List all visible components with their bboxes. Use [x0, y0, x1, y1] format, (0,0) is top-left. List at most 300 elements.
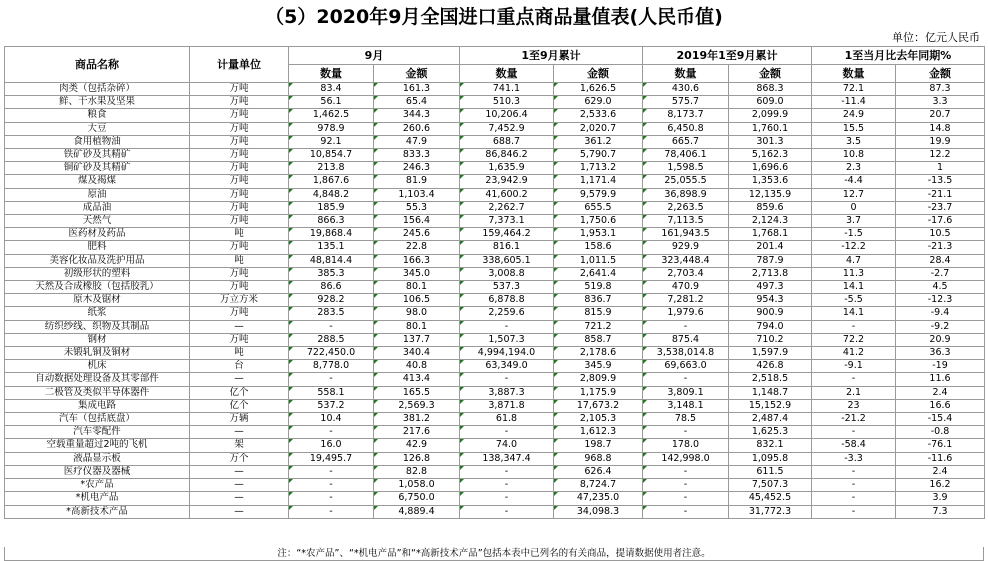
- cell-unit: 万吨: [190, 241, 289, 254]
- cell-prev-qty: 3,809.1: [643, 386, 729, 399]
- cell-yoy-qty: 72.2: [812, 333, 896, 346]
- table-row: [5, 96, 985, 109]
- cell-prev-qty: 2,263.5: [643, 201, 729, 214]
- cell-yoy-qty: 14.1: [812, 281, 896, 294]
- cell-prev-qty: 1,979.6: [643, 307, 729, 320]
- cell-yoy-qty: 12.7: [812, 188, 896, 201]
- cell-yoy-qty: 24.9: [812, 109, 896, 122]
- cell-yoy-amt: -15.4: [896, 413, 985, 426]
- cell-yoy-amt: 10.5: [896, 228, 985, 241]
- cell-ytd-qty: -: [460, 479, 554, 492]
- cell-ytd-amt: 1,011.5: [554, 254, 643, 267]
- cell-sep-qty: -: [289, 492, 374, 505]
- cell-prev-amt: 1,148.7: [729, 386, 812, 399]
- cell-yoy-qty: 2.3: [812, 162, 896, 175]
- cell-sep-qty: 10.4: [289, 413, 374, 426]
- cell-product-name: 初级形状的塑料: [5, 267, 190, 280]
- cell-yoy-amt: 28.4: [896, 254, 985, 267]
- cell-product-name: 铜矿砂及其精矿: [5, 162, 190, 175]
- cell-sep-amt: 82.8: [374, 465, 460, 478]
- cell-ytd-amt: 158.6: [554, 241, 643, 254]
- cell-unit: 万吨: [190, 175, 289, 188]
- cell-yoy-qty: -58.4: [812, 439, 896, 452]
- cell-sep-qty: 185.9: [289, 201, 374, 214]
- cell-prev-qty: 142,998.0: [643, 452, 729, 465]
- table-row: [5, 215, 985, 228]
- cell-yoy-qty: -3.3: [812, 452, 896, 465]
- header-september: 9月: [289, 47, 460, 65]
- cell-ytd-qty: 86,846.2: [460, 149, 554, 162]
- cell-sep-qty: -: [289, 373, 374, 386]
- cell-prev-amt: 1,625.3: [729, 426, 812, 439]
- cell-yoy-qty: 0: [812, 201, 896, 214]
- header-amt: 金额: [554, 65, 643, 83]
- cell-prev-amt: 2,487.4: [729, 413, 812, 426]
- cell-yoy-qty: -5.5: [812, 294, 896, 307]
- cell-prev-amt: 794.0: [729, 320, 812, 333]
- cell-sep-amt: 126.8: [374, 452, 460, 465]
- cell-ytd-amt: 519.8: [554, 281, 643, 294]
- cell-prev-qty: -: [643, 320, 729, 333]
- cell-yoy-qty: 10.8: [812, 149, 896, 162]
- cell-ytd-qty: 159,464.2: [460, 228, 554, 241]
- cell-sep-qty: -: [289, 465, 374, 478]
- cell-yoy-qty: -: [812, 373, 896, 386]
- cell-yoy-amt: 3.3: [896, 96, 985, 109]
- cell-yoy-amt: 2.4: [896, 386, 985, 399]
- cell-sep-amt: 166.3: [374, 254, 460, 267]
- cell-unit: —: [190, 373, 289, 386]
- cell-prev-qty: -: [643, 373, 729, 386]
- cell-sep-amt: 345.0: [374, 267, 460, 280]
- table-row: [5, 426, 985, 439]
- cell-product-name: 液晶显示板: [5, 452, 190, 465]
- cell-ytd-qty: 338,605.1: [460, 254, 554, 267]
- cell-yoy-amt: -13.5: [896, 175, 985, 188]
- cell-sep-amt: 47.9: [374, 135, 460, 148]
- cell-yoy-amt: -76.1: [896, 439, 985, 452]
- cell-ytd-qty: 6,878.8: [460, 294, 554, 307]
- cell-yoy-amt: -12.3: [896, 294, 985, 307]
- cell-sep-amt: 6,750.0: [374, 492, 460, 505]
- cell-ytd-amt: 1,175.9: [554, 386, 643, 399]
- cell-yoy-amt: 19.9: [896, 135, 985, 148]
- cell-sep-qty: -: [289, 479, 374, 492]
- cell-product-name: 纸浆: [5, 307, 190, 320]
- cell-ytd-amt: 5,790.7: [554, 149, 643, 162]
- unit-label: 单位：亿元人民币: [892, 31, 980, 44]
- cell-product-name: 铁矿砂及其精矿: [5, 149, 190, 162]
- cell-sep-amt: 42.9: [374, 439, 460, 452]
- cell-unit: 万吨: [190, 215, 289, 228]
- cell-unit: 吨: [190, 254, 289, 267]
- cell-prev-amt: 201.4: [729, 241, 812, 254]
- table-row: [5, 281, 985, 294]
- cell-product-name: *高新技术产品: [5, 505, 190, 518]
- table-row: [5, 492, 985, 505]
- cell-ytd-amt: 2,105.3: [554, 413, 643, 426]
- cell-ytd-amt: 2,178.6: [554, 347, 643, 360]
- table-row: [5, 399, 985, 412]
- cell-sep-qty: 978.9: [289, 122, 374, 135]
- table-row: [5, 201, 985, 214]
- cell-product-name: 医疗仪器及器械: [5, 465, 190, 478]
- cell-ytd-amt: 968.8: [554, 452, 643, 465]
- cell-unit: —: [190, 479, 289, 492]
- cell-sep-qty: -: [289, 505, 374, 518]
- cell-sep-amt: 2,569.3: [374, 399, 460, 412]
- cell-prev-amt: 2,124.3: [729, 215, 812, 228]
- cell-prev-qty: 875.4: [643, 333, 729, 346]
- cell-ytd-qty: -: [460, 320, 554, 333]
- table-row: [5, 307, 985, 320]
- cell-yoy-qty: 3.7: [812, 215, 896, 228]
- data-table: [4, 46, 985, 519]
- cell-yoy-qty: 41.2: [812, 347, 896, 360]
- cell-sep-qty: 558.1: [289, 386, 374, 399]
- cell-prev-qty: 2,703.4: [643, 267, 729, 280]
- cell-ytd-qty: 1,635.9: [460, 162, 554, 175]
- cell-sep-amt: 40.8: [374, 360, 460, 373]
- cell-prev-qty: -: [643, 505, 729, 518]
- cell-yoy-amt: -9.4: [896, 307, 985, 320]
- cell-yoy-amt: 14.8: [896, 122, 985, 135]
- cell-sep-amt: 340.4: [374, 347, 460, 360]
- cell-ytd-qty: 23,942.9: [460, 175, 554, 188]
- cell-yoy-qty: -: [812, 320, 896, 333]
- cell-sep-qty: 385.3: [289, 267, 374, 280]
- cell-sep-amt: 80.1: [374, 320, 460, 333]
- cell-ytd-amt: 1,626.5: [554, 83, 643, 96]
- cell-yoy-qty: -: [812, 426, 896, 439]
- cell-sep-qty: 1,867.6: [289, 175, 374, 188]
- cell-ytd-amt: 17,673.2: [554, 399, 643, 412]
- cell-yoy-qty: -4.4: [812, 175, 896, 188]
- cell-prev-qty: 161,943.5: [643, 228, 729, 241]
- cell-prev-qty: 69,663.0: [643, 360, 729, 373]
- cell-prev-qty: 8,173.7: [643, 109, 729, 122]
- header-name: 商品名称: [5, 47, 190, 83]
- cell-sep-amt: 22.8: [374, 241, 460, 254]
- cell-yoy-amt: 11.6: [896, 373, 985, 386]
- cell-yoy-qty: -: [812, 492, 896, 505]
- header-amt: 金额: [896, 65, 985, 83]
- header-amt: 金额: [729, 65, 812, 83]
- cell-ytd-amt: 858.7: [554, 333, 643, 346]
- cell-unit: 万吨: [190, 162, 289, 175]
- cell-yoy-amt: -21.3: [896, 241, 985, 254]
- cell-yoy-amt: -17.6: [896, 215, 985, 228]
- cell-yoy-amt: 87.3: [896, 83, 985, 96]
- table-row: [5, 135, 985, 148]
- cell-sep-qty: 4,848.2: [289, 188, 374, 201]
- cell-unit: 万吨: [190, 83, 289, 96]
- header-ytd: 1至9月累计: [460, 47, 643, 65]
- cell-yoy-amt: -0.8: [896, 426, 985, 439]
- cell-unit: 万吨: [190, 333, 289, 346]
- cell-product-name: 天然气: [5, 215, 190, 228]
- cell-sep-qty: -: [289, 320, 374, 333]
- cell-ytd-qty: 61.8: [460, 413, 554, 426]
- cell-ytd-qty: 2,262.7: [460, 201, 554, 214]
- cell-ytd-qty: 3,871.8: [460, 399, 554, 412]
- cell-prev-amt: 497.3: [729, 281, 812, 294]
- cell-prev-amt: 45,452.5: [729, 492, 812, 505]
- cell-unit: 万辆: [190, 413, 289, 426]
- cell-prev-qty: 36,898.9: [643, 188, 729, 201]
- cell-sep-amt: 137.7: [374, 333, 460, 346]
- cell-ytd-qty: -: [460, 426, 554, 439]
- cell-sep-qty: 10,854.7: [289, 149, 374, 162]
- cell-ytd-qty: 688.7: [460, 135, 554, 148]
- cell-yoy-qty: 11.3: [812, 267, 896, 280]
- cell-ytd-qty: 537.3: [460, 281, 554, 294]
- cell-unit: 吨: [190, 347, 289, 360]
- header-qty: 数量: [643, 65, 729, 83]
- cell-prev-amt: 710.2: [729, 333, 812, 346]
- cell-ytd-amt: 2,020.7: [554, 122, 643, 135]
- table-row: [5, 360, 985, 373]
- cell-sep-qty: 1,462.5: [289, 109, 374, 122]
- cell-ytd-amt: 721.2: [554, 320, 643, 333]
- cell-ytd-amt: 8,724.7: [554, 479, 643, 492]
- cell-yoy-qty: -9.1: [812, 360, 896, 373]
- cell-product-name: 肥料: [5, 241, 190, 254]
- cell-product-name: 肉类（包括杂碎）: [5, 83, 190, 96]
- cell-ytd-amt: 34,098.3: [554, 505, 643, 518]
- cell-yoy-amt: 4.5: [896, 281, 985, 294]
- cell-ytd-qty: -: [460, 505, 554, 518]
- cell-product-name: 未锻轧铜及铜材: [5, 347, 190, 360]
- cell-ytd-qty: 63,349.0: [460, 360, 554, 373]
- cell-prev-amt: 2,713.8: [729, 267, 812, 280]
- header-yoy: 1至当月比去年同期%: [812, 47, 985, 65]
- cell-yoy-amt: 7.3: [896, 505, 985, 518]
- cell-yoy-qty: -: [812, 505, 896, 518]
- cell-prev-amt: 1,353.6: [729, 175, 812, 188]
- cell-sep-amt: 81.9: [374, 175, 460, 188]
- cell-product-name: 集成电路: [5, 399, 190, 412]
- cell-product-name: 粮食: [5, 109, 190, 122]
- cell-prev-qty: 78,406.1: [643, 149, 729, 162]
- cell-sep-qty: 19,868.4: [289, 228, 374, 241]
- table-row: [5, 241, 985, 254]
- table-body: [5, 83, 985, 519]
- cell-ytd-qty: 3,008.8: [460, 267, 554, 280]
- cell-prev-amt: 301.3: [729, 135, 812, 148]
- cell-yoy-amt: 16.2: [896, 479, 985, 492]
- cell-sep-qty: 213.8: [289, 162, 374, 175]
- table-row: [5, 439, 985, 452]
- cell-sep-amt: 833.3: [374, 149, 460, 162]
- table-row: [5, 83, 985, 96]
- cell-unit: 万吨: [190, 188, 289, 201]
- cell-prev-amt: 2,099.9: [729, 109, 812, 122]
- cell-ytd-amt: 9,579.9: [554, 188, 643, 201]
- cell-ytd-amt: 1,713.2: [554, 162, 643, 175]
- cell-yoy-qty: 4.7: [812, 254, 896, 267]
- cell-prev-qty: 665.7: [643, 135, 729, 148]
- cell-sep-qty: -: [289, 426, 374, 439]
- cell-sep-qty: 86.6: [289, 281, 374, 294]
- cell-sep-amt: 156.4: [374, 215, 460, 228]
- cell-unit: 万吨: [190, 96, 289, 109]
- cell-sep-qty: 92.1: [289, 135, 374, 148]
- cell-product-name: 空载重量超过2吨的飞机: [5, 439, 190, 452]
- cell-product-name: 大豆: [5, 122, 190, 135]
- cell-prev-amt: 859.6: [729, 201, 812, 214]
- cell-unit: 亿个: [190, 399, 289, 412]
- cell-unit: 亿个: [190, 386, 289, 399]
- table-row: [5, 452, 985, 465]
- cell-yoy-amt: 2.4: [896, 465, 985, 478]
- cell-ytd-amt: 2,533.6: [554, 109, 643, 122]
- cell-ytd-amt: 361.2: [554, 135, 643, 148]
- cell-product-name: 煤及褐煤: [5, 175, 190, 188]
- cell-ytd-amt: 655.5: [554, 201, 643, 214]
- cell-prev-amt: 954.3: [729, 294, 812, 307]
- cell-unit: 架: [190, 439, 289, 452]
- cell-prev-amt: 15,152.9: [729, 399, 812, 412]
- cell-product-name: 汽车零配件: [5, 426, 190, 439]
- cell-sep-amt: 1,103.4: [374, 188, 460, 201]
- cell-sep-amt: 381.2: [374, 413, 460, 426]
- cell-yoy-qty: -1.5: [812, 228, 896, 241]
- cell-unit: 万吨: [190, 267, 289, 280]
- cell-unit: 万吨: [190, 281, 289, 294]
- cell-sep-amt: 217.6: [374, 426, 460, 439]
- header-qty: 数量: [812, 65, 896, 83]
- cell-unit: —: [190, 505, 289, 518]
- cell-ytd-qty: 74.0: [460, 439, 554, 452]
- cell-ytd-qty: 510.3: [460, 96, 554, 109]
- cell-sep-qty: 866.3: [289, 215, 374, 228]
- cell-sep-amt: 165.5: [374, 386, 460, 399]
- table-row: [5, 188, 985, 201]
- table-row: [5, 320, 985, 333]
- cell-yoy-amt: 36.3: [896, 347, 985, 360]
- cell-prev-amt: 31,772.3: [729, 505, 812, 518]
- cell-product-name: 汽车（包括底盘）: [5, 413, 190, 426]
- cell-prev-qty: 430.6: [643, 83, 729, 96]
- cell-ytd-amt: 629.0: [554, 96, 643, 109]
- header-unit: 计量单位: [190, 47, 289, 83]
- header-qty: 数量: [289, 65, 374, 83]
- cell-sep-amt: 260.6: [374, 122, 460, 135]
- cell-prev-qty: 25,055.5: [643, 175, 729, 188]
- cell-sep-amt: 65.4: [374, 96, 460, 109]
- cell-ytd-qty: 3,887.3: [460, 386, 554, 399]
- cell-prev-qty: 470.9: [643, 281, 729, 294]
- cell-ytd-qty: -: [460, 492, 554, 505]
- cell-unit: 万吨: [190, 135, 289, 148]
- cell-yoy-qty: -: [812, 479, 896, 492]
- cell-sep-amt: 1,058.0: [374, 479, 460, 492]
- cell-sep-amt: 106.5: [374, 294, 460, 307]
- cell-prev-amt: 609.0: [729, 96, 812, 109]
- table-row: [5, 175, 985, 188]
- cell-prev-qty: 178.0: [643, 439, 729, 452]
- cell-yoy-amt: 12.2: [896, 149, 985, 162]
- cell-prev-amt: 12,135.9: [729, 188, 812, 201]
- cell-ytd-qty: 41,600.2: [460, 188, 554, 201]
- cell-prev-amt: 7,507.3: [729, 479, 812, 492]
- cell-prev-qty: -: [643, 479, 729, 492]
- table-row: [5, 479, 985, 492]
- table-row: [5, 254, 985, 267]
- cell-yoy-amt: -21.1: [896, 188, 985, 201]
- cell-product-name: 原木及锯材: [5, 294, 190, 307]
- cell-prev-qty: -: [643, 426, 729, 439]
- cell-unit: 万个: [190, 452, 289, 465]
- cell-sep-qty: 83.4: [289, 83, 374, 96]
- cell-ytd-qty: 1,507.3: [460, 333, 554, 346]
- cell-unit: 万吨: [190, 307, 289, 320]
- cell-ytd-qty: 816.1: [460, 241, 554, 254]
- cell-yoy-amt: -19: [896, 360, 985, 373]
- cell-prev-qty: 1,598.5: [643, 162, 729, 175]
- cell-prev-amt: 1,597.9: [729, 347, 812, 360]
- cell-ytd-qty: 4,994,194.0: [460, 347, 554, 360]
- cell-yoy-amt: -9.2: [896, 320, 985, 333]
- cell-yoy-amt: 16.6: [896, 399, 985, 412]
- cell-product-name: *农产品: [5, 479, 190, 492]
- header-amt: 金额: [374, 65, 460, 83]
- cell-prev-qty: 3,148.1: [643, 399, 729, 412]
- cell-yoy-qty: -12.2: [812, 241, 896, 254]
- cell-prev-qty: 7,113.5: [643, 215, 729, 228]
- cell-ytd-amt: 1,171.4: [554, 175, 643, 188]
- cell-yoy-qty: -21.2: [812, 413, 896, 426]
- cell-ytd-amt: 1,750.6: [554, 215, 643, 228]
- cell-unit: 吨: [190, 228, 289, 241]
- cell-ytd-qty: 7,452.9: [460, 122, 554, 135]
- table-row: [5, 413, 985, 426]
- cell-prev-qty: 323,448.4: [643, 254, 729, 267]
- table-row: [5, 122, 985, 135]
- cell-sep-qty: 283.5: [289, 307, 374, 320]
- cell-sep-qty: 48,814.4: [289, 254, 374, 267]
- cell-prev-amt: 832.1: [729, 439, 812, 452]
- table-row: [5, 149, 985, 162]
- cell-ytd-qty: 10,206.4: [460, 109, 554, 122]
- cell-sep-qty: 288.5: [289, 333, 374, 346]
- cell-sep-qty: 8,778.0: [289, 360, 374, 373]
- table-row: [5, 505, 985, 518]
- cell-sep-amt: 98.0: [374, 307, 460, 320]
- cell-sep-amt: 413.4: [374, 373, 460, 386]
- cell-sep-qty: 537.2: [289, 399, 374, 412]
- cell-ytd-amt: 345.9: [554, 360, 643, 373]
- cell-yoy-amt: -11.6: [896, 452, 985, 465]
- cell-yoy-qty: -11.4: [812, 96, 896, 109]
- cell-yoy-qty: 3.5: [812, 135, 896, 148]
- cell-prev-qty: -: [643, 465, 729, 478]
- footnote: 注：“*农产品”、“*机电产品”和“*高新技术产品”包括本表中已列名的有关商品，提请数据使用者注意。: [4, 547, 984, 561]
- cell-product-name: 钢材: [5, 333, 190, 346]
- cell-product-name: 成品油: [5, 201, 190, 214]
- cell-unit: 万吨: [190, 149, 289, 162]
- cell-yoy-qty: 14.1: [812, 307, 896, 320]
- table-row: [5, 228, 985, 241]
- table-row: [5, 347, 985, 360]
- cell-sep-qty: 722,450.0: [289, 347, 374, 360]
- cell-prev-amt: 900.9: [729, 307, 812, 320]
- cell-product-name: 食用植物油: [5, 135, 190, 148]
- cell-yoy-qty: 15.5: [812, 122, 896, 135]
- cell-yoy-amt: 20.7: [896, 109, 985, 122]
- cell-sep-qty: 19,495.7: [289, 452, 374, 465]
